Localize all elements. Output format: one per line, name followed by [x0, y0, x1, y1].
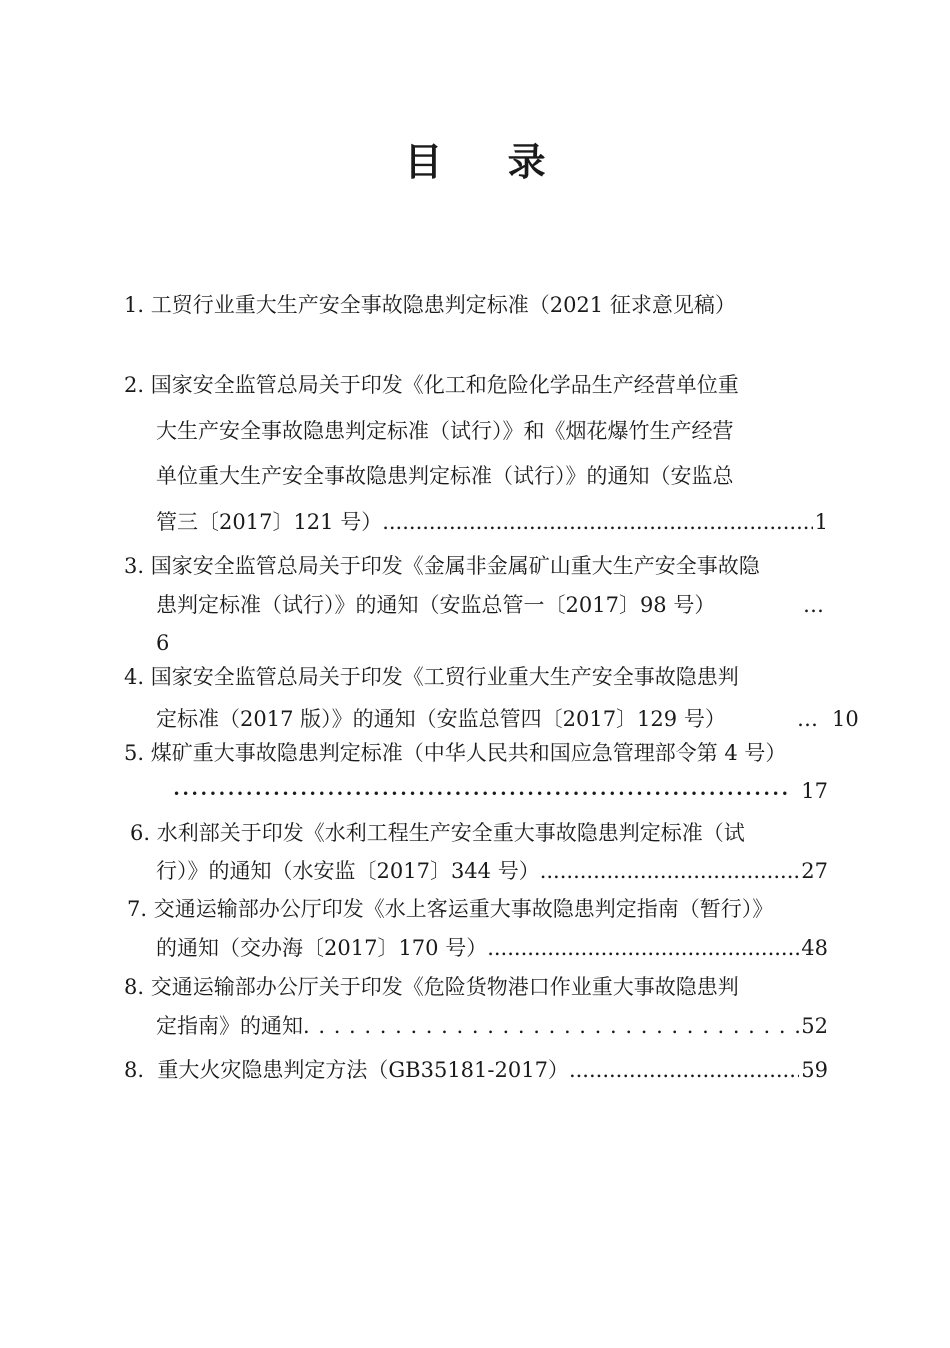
toc-entry-9-page: 59: [801, 1058, 828, 1082]
toc-entry-9-line-1: 8. 重大火灾隐患判定方法（GB35181-2017）: [124, 1058, 569, 1082]
toc-entry-7-leader: [156, 933, 828, 963]
toc-entry-8-line-2: 定指南》的通知: [156, 1014, 303, 1038]
dot-leader: [382, 507, 812, 537]
toc-entry-5-page: 17: [801, 779, 828, 803]
toc-entry-5-line-1: 5. 煤矿重大事故隐患判定标准（中华人民共和国应急管理部令第 4 号）: [124, 741, 787, 765]
dot-leader: [487, 933, 799, 963]
toc-entry-9-leader: [124, 1055, 828, 1085]
toc-entry-4-line-2: 定标准（2017 版）》的通知（安监总管四〔2017〕129 号）: [156, 707, 726, 731]
toc-entry-4-ellipsis: …: [797, 707, 818, 731]
toc-entry-3-line-1: 3. 国家安全监管总局关于印发《金属非金属矿山重大生产安全事故隐: [124, 554, 760, 578]
dot-leader: [569, 1055, 799, 1085]
toc-entry-7-line-1: 7. 交通运输部办公厅印发《水上客运重大事故隐患判定指南（暂行）》: [127, 897, 774, 921]
toc-entry-3-ellipsis: …: [803, 593, 824, 617]
toc-entry-2-line-1: 2. 国家安全监管总局关于印发《化工和危险化学品生产经营单位重: [124, 373, 739, 397]
toc-entry-2-leader: [156, 507, 828, 537]
toc-entry-5-leader: [173, 776, 828, 809]
toc-entry-2-line-2: 大生产安全事故隐患判定标准（试行）》和《烟花爆竹生产经营: [156, 419, 734, 443]
toc-entry-7-page: 48: [801, 936, 828, 960]
toc-entry-2-line-4: 管三〔2017〕121 号）: [156, 510, 383, 534]
dot-leader: [173, 776, 787, 809]
toc-entry-8-page: 52: [801, 1014, 828, 1038]
toc-entry-6-line-1: 6. 水利部关于印发《水利工程生产安全重大事故隐患判定标准（试: [130, 821, 745, 845]
toc-entry-2-line-3: 单位重大生产安全事故隐患判定标准（试行）》的通知（安监总: [156, 464, 734, 488]
toc-entry-2-page: 1: [814, 510, 828, 534]
toc-entry-6-leader: [156, 856, 828, 886]
toc-entry-6-page: 27: [801, 859, 828, 883]
toc-entry-3-page: 6: [156, 631, 170, 655]
toc-entry-3-line-2: 患判定标准（试行）》的通知（安监总管一〔2017〕98 号）: [156, 593, 716, 617]
toc-entry-4-page: 10: [832, 707, 859, 731]
toc-entry-6-line-2: 行）》的通知（水安监〔2017〕344 号）: [156, 859, 540, 883]
toc-entry-7-line-2: 的通知（交办海〔2017〕170 号）: [156, 936, 488, 960]
page-title: 目 录: [404, 139, 572, 184]
dot-leader: [303, 1011, 799, 1041]
toc-entry-1-line-1: 1. 工贸行业重大生产安全事故隐患判定标准（2021 征求意见稿）: [124, 293, 736, 317]
dot-leader: [540, 856, 800, 886]
toc-entry-8-line-1: 8. 交通运输部办公厅关于印发《危险货物港口作业重大事故隐患判: [124, 975, 739, 999]
toc-entry-8-leader: [156, 1011, 828, 1041]
toc-entry-4-line-1: 4. 国家安全监管总局关于印发《工贸行业重大生产安全事故隐患判: [124, 665, 739, 689]
